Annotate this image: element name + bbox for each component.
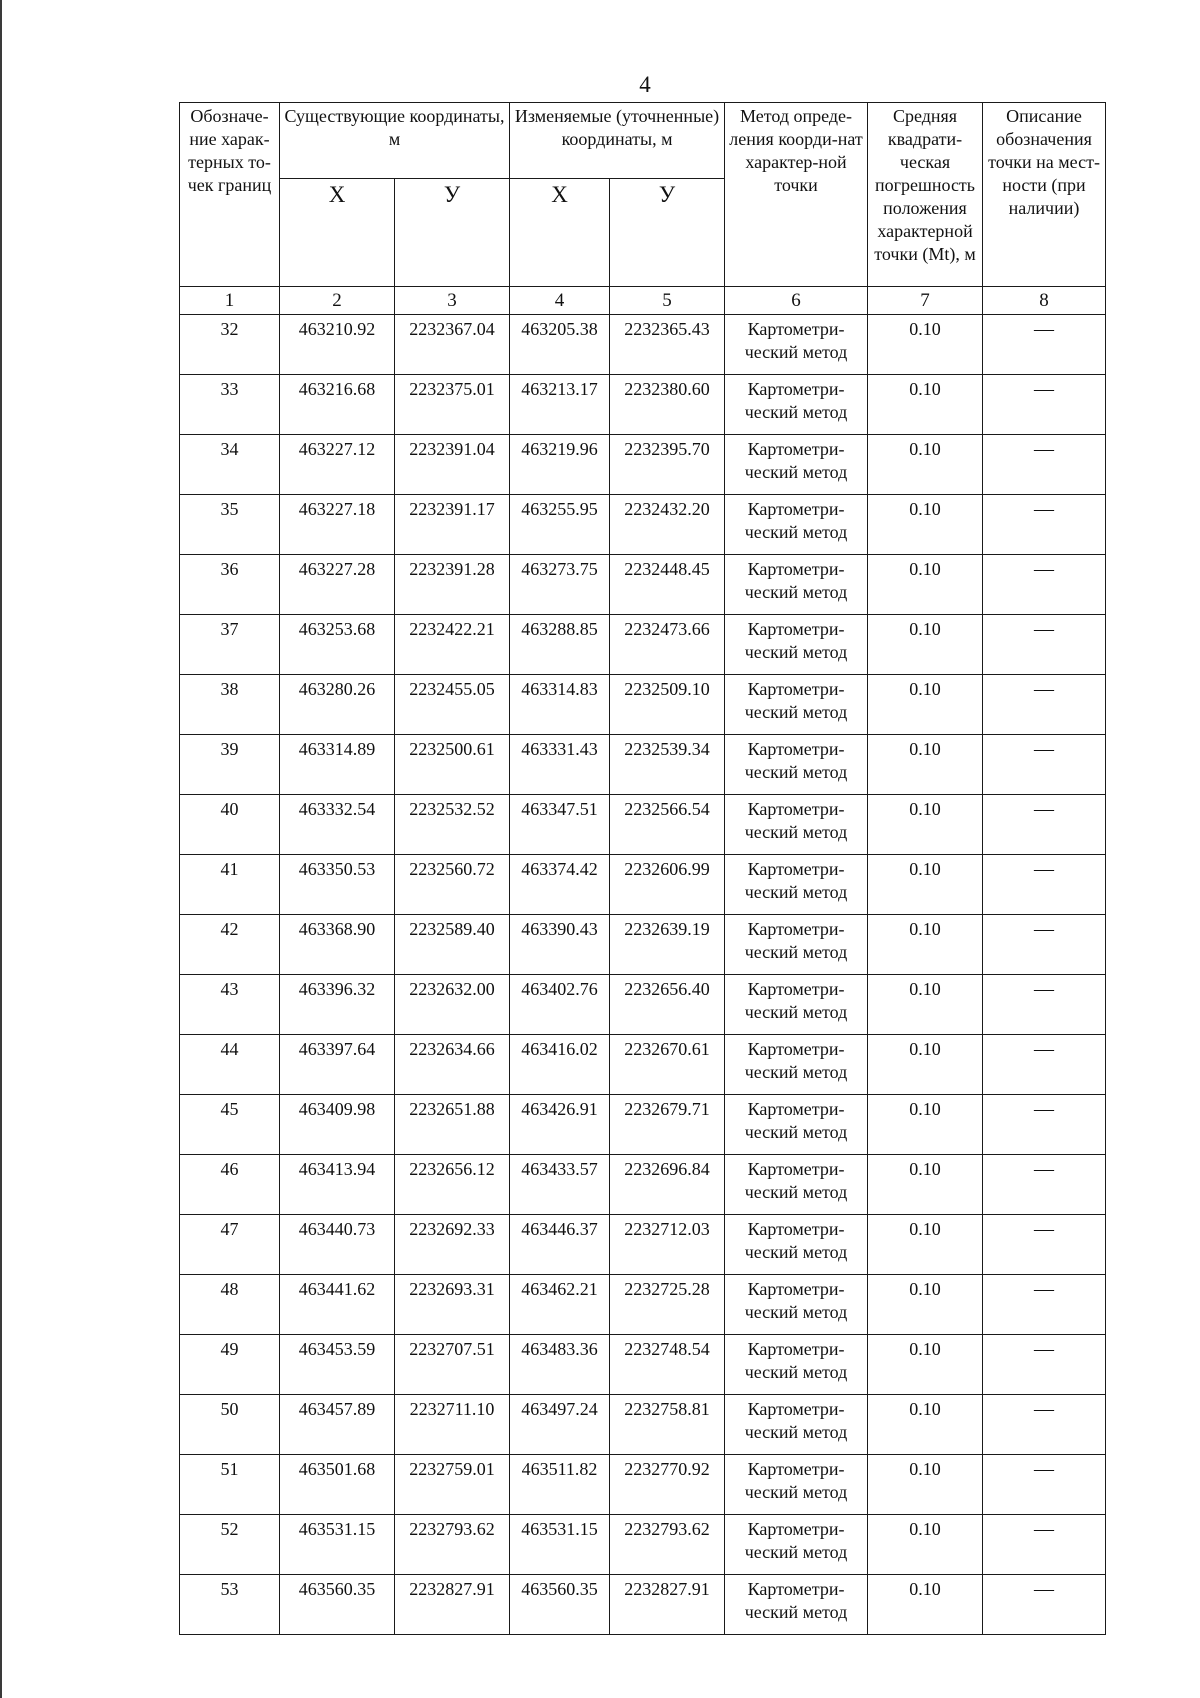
table-row — [180, 1155, 1106, 1215]
header-existing-x: Х — [280, 179, 395, 287]
mean-square-error-cell: 0.10 — [868, 1035, 983, 1095]
table-row — [180, 915, 1106, 975]
method-cell: Картометри-ческий метод — [725, 1275, 868, 1335]
existing-x-cell: 463253.68 — [280, 615, 395, 675]
existing-x-cell: 463227.28 — [280, 555, 395, 615]
point-number-cell: 34 — [180, 435, 280, 495]
table-row — [180, 615, 1106, 675]
description-cell: — — [983, 675, 1106, 735]
table-row — [180, 1215, 1106, 1275]
description-cell: — — [983, 1455, 1106, 1515]
table-row — [180, 495, 1106, 555]
table-row — [180, 675, 1106, 735]
method-cell: Картометри-ческий метод — [725, 915, 868, 975]
table-row — [180, 735, 1106, 795]
changed-x-cell: 463205.38 — [510, 315, 610, 375]
changed-x-cell: 463433.57 — [510, 1155, 610, 1215]
mean-square-error-cell: 0.10 — [868, 555, 983, 615]
table-row — [180, 1575, 1106, 1635]
changed-y-cell: 2232448.45 — [610, 555, 725, 615]
table-row — [180, 375, 1106, 435]
changed-y-cell: 2232432.20 — [610, 495, 725, 555]
changed-y-cell: 2232395.70 — [610, 435, 725, 495]
changed-x-cell: 463219.96 — [510, 435, 610, 495]
changed-x-cell: 463446.37 — [510, 1215, 610, 1275]
changed-y-cell: 2232509.10 — [610, 675, 725, 735]
method-cell: Картометри-ческий метод — [725, 1155, 868, 1215]
existing-x-cell: 463531.15 — [280, 1515, 395, 1575]
changed-x-cell: 463255.95 — [510, 495, 610, 555]
existing-y-cell: 2232500.61 — [395, 735, 510, 795]
changed-x-cell: 463497.24 — [510, 1395, 610, 1455]
changed-y-cell: 2232639.19 — [610, 915, 725, 975]
description-cell: — — [983, 915, 1106, 975]
existing-x-cell: 463350.53 — [280, 855, 395, 915]
table-row — [180, 1275, 1106, 1335]
table-row — [180, 855, 1106, 915]
existing-x-cell: 463396.32 — [280, 975, 395, 1035]
description-cell: — — [983, 1395, 1106, 1455]
existing-y-cell: 2232793.62 — [395, 1515, 510, 1575]
existing-x-cell: 463332.54 — [280, 795, 395, 855]
header-changed-y: У — [610, 179, 725, 287]
existing-y-cell: 2232391.17 — [395, 495, 510, 555]
mean-square-error-cell: 0.10 — [868, 495, 983, 555]
existing-y-cell: 2232759.01 — [395, 1455, 510, 1515]
description-cell: — — [983, 1515, 1106, 1575]
mean-square-error-cell: 0.10 — [868, 1515, 983, 1575]
changed-x-cell: 463374.42 — [510, 855, 610, 915]
existing-y-cell: 2232455.05 — [395, 675, 510, 735]
point-number-cell: 48 — [180, 1275, 280, 1335]
changed-x-cell: 463511.82 — [510, 1455, 610, 1515]
column-number: 5 — [610, 287, 725, 315]
existing-x-cell: 463210.92 — [280, 315, 395, 375]
existing-y-cell: 2232391.28 — [395, 555, 510, 615]
description-cell: — — [983, 1335, 1106, 1395]
description-cell: — — [983, 375, 1106, 435]
changed-y-cell: 2232748.54 — [610, 1335, 725, 1395]
existing-x-cell: 463227.18 — [280, 495, 395, 555]
method-cell: Картометри-ческий метод — [725, 1215, 868, 1275]
mean-square-error-cell: 0.10 — [868, 735, 983, 795]
existing-x-cell: 463397.64 — [280, 1035, 395, 1095]
changed-x-cell: 463331.43 — [510, 735, 610, 795]
point-number-cell: 46 — [180, 1155, 280, 1215]
changed-x-cell: 463213.17 — [510, 375, 610, 435]
point-number-cell: 49 — [180, 1335, 280, 1395]
existing-y-cell: 2232634.66 — [395, 1035, 510, 1095]
existing-x-cell: 463368.90 — [280, 915, 395, 975]
table-row — [180, 1095, 1106, 1155]
existing-y-cell: 2232375.01 — [395, 375, 510, 435]
existing-y-cell: 2232422.21 — [395, 615, 510, 675]
mean-square-error-cell: 0.10 — [868, 1155, 983, 1215]
method-cell: Картометри-ческий метод — [725, 555, 868, 615]
existing-y-cell: 2232656.12 — [395, 1155, 510, 1215]
method-cell: Картометри-ческий метод — [725, 675, 868, 735]
mean-square-error-cell: 0.10 — [868, 1095, 983, 1155]
mean-square-error-cell: 0.10 — [868, 1275, 983, 1335]
column-number: 6 — [725, 287, 868, 315]
description-cell: — — [983, 1215, 1106, 1275]
existing-x-cell: 463560.35 — [280, 1575, 395, 1635]
method-cell: Картометри-ческий метод — [725, 1335, 868, 1395]
changed-y-cell: 2232725.28 — [610, 1275, 725, 1335]
table-row — [180, 975, 1106, 1035]
changed-x-cell: 463483.36 — [510, 1335, 610, 1395]
existing-x-cell: 463440.73 — [280, 1215, 395, 1275]
changed-x-cell: 463390.43 — [510, 915, 610, 975]
existing-y-cell: 2232391.04 — [395, 435, 510, 495]
method-cell: Картометри-ческий метод — [725, 435, 868, 495]
mean-square-error-cell: 0.10 — [868, 795, 983, 855]
column-number: 2 — [280, 287, 395, 315]
column-number: 7 — [868, 287, 983, 315]
changed-y-cell: 2232679.71 — [610, 1095, 725, 1155]
point-number-cell: 43 — [180, 975, 280, 1035]
method-cell: Картометри-ческий метод — [725, 375, 868, 435]
changed-y-cell: 2232539.34 — [610, 735, 725, 795]
description-cell: — — [983, 555, 1106, 615]
changed-x-cell: 463314.83 — [510, 675, 610, 735]
existing-y-cell: 2232693.31 — [395, 1275, 510, 1335]
column-number: 3 — [395, 287, 510, 315]
existing-y-cell: 2232651.88 — [395, 1095, 510, 1155]
method-cell: Картометри-ческий метод — [725, 1395, 868, 1455]
mean-square-error-cell: 0.10 — [868, 1335, 983, 1395]
method-cell: Картометри-ческий метод — [725, 615, 868, 675]
table-row — [180, 1515, 1106, 1575]
method-cell: Картометри-ческий метод — [725, 495, 868, 555]
mean-square-error-cell: 0.10 — [868, 915, 983, 975]
header-existing-coordinates: Существующие координаты, м — [280, 103, 510, 179]
existing-x-cell: 463280.26 — [280, 675, 395, 735]
coordinates-table — [179, 102, 1106, 1635]
table-row — [180, 435, 1106, 495]
point-number-cell: 44 — [180, 1035, 280, 1095]
changed-x-cell: 463347.51 — [510, 795, 610, 855]
existing-x-cell: 463216.68 — [280, 375, 395, 435]
method-cell: Картометри-ческий метод — [725, 1095, 868, 1155]
mean-square-error-cell: 0.10 — [868, 1455, 983, 1515]
changed-y-cell: 2232793.62 — [610, 1515, 725, 1575]
changed-y-cell: 2232365.43 — [610, 315, 725, 375]
column-number: 8 — [983, 287, 1106, 315]
table-row — [180, 1035, 1106, 1095]
point-number-cell: 32 — [180, 315, 280, 375]
changed-y-cell: 2232566.54 — [610, 795, 725, 855]
scan-left-edge — [0, 0, 2, 1698]
changed-x-cell: 463426.91 — [510, 1095, 610, 1155]
changed-x-cell: 463531.15 — [510, 1515, 610, 1575]
method-cell: Картометри-ческий метод — [725, 1515, 868, 1575]
point-number-cell: 37 — [180, 615, 280, 675]
description-cell: — — [983, 495, 1106, 555]
table-row — [180, 1335, 1106, 1395]
description-cell: — — [983, 1035, 1106, 1095]
mean-square-error-cell: 0.10 — [868, 975, 983, 1035]
method-cell: Картометри-ческий метод — [725, 1035, 868, 1095]
point-number-cell: 47 — [180, 1215, 280, 1275]
existing-x-cell: 463501.68 — [280, 1455, 395, 1515]
changed-y-cell: 2232758.81 — [610, 1395, 725, 1455]
mean-square-error-cell: 0.10 — [868, 315, 983, 375]
mean-square-error-cell: 0.10 — [868, 615, 983, 675]
point-number-cell: 38 — [180, 675, 280, 735]
point-number-cell: 36 — [180, 555, 280, 615]
header-existing-y: У — [395, 179, 510, 287]
method-cell: Картометри-ческий метод — [725, 735, 868, 795]
changed-x-cell: 463416.02 — [510, 1035, 610, 1095]
point-number-cell: 35 — [180, 495, 280, 555]
header-method: Метод опреде-ления коорди-нат характер-ной точки — [725, 103, 868, 287]
method-cell: Картометри-ческий метод — [725, 1455, 868, 1515]
changed-x-cell: 463560.35 — [510, 1575, 610, 1635]
point-number-cell: 41 — [180, 855, 280, 915]
table-row — [180, 555, 1106, 615]
existing-y-cell: 2232827.91 — [395, 1575, 510, 1635]
table-row — [180, 1455, 1106, 1515]
changed-y-cell: 2232696.84 — [610, 1155, 725, 1215]
existing-y-cell: 2232632.00 — [395, 975, 510, 1035]
table-body — [180, 315, 1106, 1635]
point-number-cell: 51 — [180, 1455, 280, 1515]
method-cell: Картометри-ческий метод — [725, 855, 868, 915]
table-row — [180, 1395, 1106, 1455]
description-cell: — — [983, 735, 1106, 795]
point-number-cell: 33 — [180, 375, 280, 435]
table-row — [180, 315, 1106, 375]
description-cell: — — [983, 615, 1106, 675]
method-cell: Картометри-ческий метод — [725, 795, 868, 855]
mean-square-error-cell: 0.10 — [868, 1575, 983, 1635]
description-cell: — — [983, 435, 1106, 495]
changed-x-cell: 463273.75 — [510, 555, 610, 615]
existing-x-cell: 463409.98 — [280, 1095, 395, 1155]
header-changed-coordinates: Изменяемые (уточненные) координаты, м — [510, 103, 725, 179]
description-cell: — — [983, 1275, 1106, 1335]
description-cell: — — [983, 1095, 1106, 1155]
method-cell: Картометри-ческий метод — [725, 975, 868, 1035]
header-changed-x: Х — [510, 179, 610, 287]
existing-x-cell: 463227.12 — [280, 435, 395, 495]
existing-x-cell: 463453.59 — [280, 1335, 395, 1395]
description-cell: — — [983, 1575, 1106, 1635]
mean-square-error-cell: 0.10 — [868, 1395, 983, 1455]
header-point-designation: Обозначе-ние харак-терных то-чек границ — [180, 103, 280, 287]
point-number-cell: 40 — [180, 795, 280, 855]
column-number: 4 — [510, 287, 610, 315]
changed-y-cell: 2232606.99 — [610, 855, 725, 915]
point-number-cell: 50 — [180, 1395, 280, 1455]
changed-y-cell: 2232712.03 — [610, 1215, 725, 1275]
existing-y-cell: 2232589.40 — [395, 915, 510, 975]
point-number-cell: 52 — [180, 1515, 280, 1575]
changed-y-cell: 2232473.66 — [610, 615, 725, 675]
method-cell: Картометри-ческий метод — [725, 1575, 868, 1635]
description-cell: — — [983, 315, 1106, 375]
description-cell: — — [983, 975, 1106, 1035]
changed-x-cell: 463402.76 — [510, 975, 610, 1035]
existing-y-cell: 2232560.72 — [395, 855, 510, 915]
mean-square-error-cell: 0.10 — [868, 675, 983, 735]
description-cell: — — [983, 1155, 1106, 1215]
changed-y-cell: 2232770.92 — [610, 1455, 725, 1515]
existing-y-cell: 2232711.10 — [395, 1395, 510, 1455]
changed-y-cell: 2232656.40 — [610, 975, 725, 1035]
column-number-row — [180, 287, 1106, 315]
changed-x-cell: 463462.21 — [510, 1275, 610, 1335]
changed-y-cell: 2232827.91 — [610, 1575, 725, 1635]
table-row — [180, 795, 1106, 855]
description-cell: — — [983, 795, 1106, 855]
existing-y-cell: 2232707.51 — [395, 1335, 510, 1395]
existing-x-cell: 463457.89 — [280, 1395, 395, 1455]
existing-y-cell: 2232692.33 — [395, 1215, 510, 1275]
existing-y-cell: 2232367.04 — [395, 315, 510, 375]
existing-x-cell: 463441.62 — [280, 1275, 395, 1335]
method-cell: Картометри-ческий метод — [725, 315, 868, 375]
existing-x-cell: 463314.89 — [280, 735, 395, 795]
point-number-cell: 42 — [180, 915, 280, 975]
page-number: 4 — [639, 72, 651, 97]
existing-y-cell: 2232532.52 — [395, 795, 510, 855]
column-number: 1 — [180, 287, 280, 315]
existing-x-cell: 463413.94 — [280, 1155, 395, 1215]
mean-square-error-cell: 0.10 — [868, 855, 983, 915]
description-cell: — — [983, 855, 1106, 915]
header-description: Описание обозначения точки на мест-ности (при наличии) — [983, 103, 1106, 287]
mean-square-error-cell: 0.10 — [868, 1215, 983, 1275]
mean-square-error-cell: 0.10 — [868, 375, 983, 435]
changed-y-cell: 2232380.60 — [610, 375, 725, 435]
changed-x-cell: 463288.85 — [510, 615, 610, 675]
point-number-cell: 53 — [180, 1575, 280, 1635]
point-number-cell: 45 — [180, 1095, 280, 1155]
mean-square-error-cell: 0.10 — [868, 435, 983, 495]
header-mean-square-error: Средняя квадрати-ческая погрешность положения характерной точки (Mt), м — [868, 103, 983, 287]
point-number-cell: 39 — [180, 735, 280, 795]
changed-y-cell: 2232670.61 — [610, 1035, 725, 1095]
